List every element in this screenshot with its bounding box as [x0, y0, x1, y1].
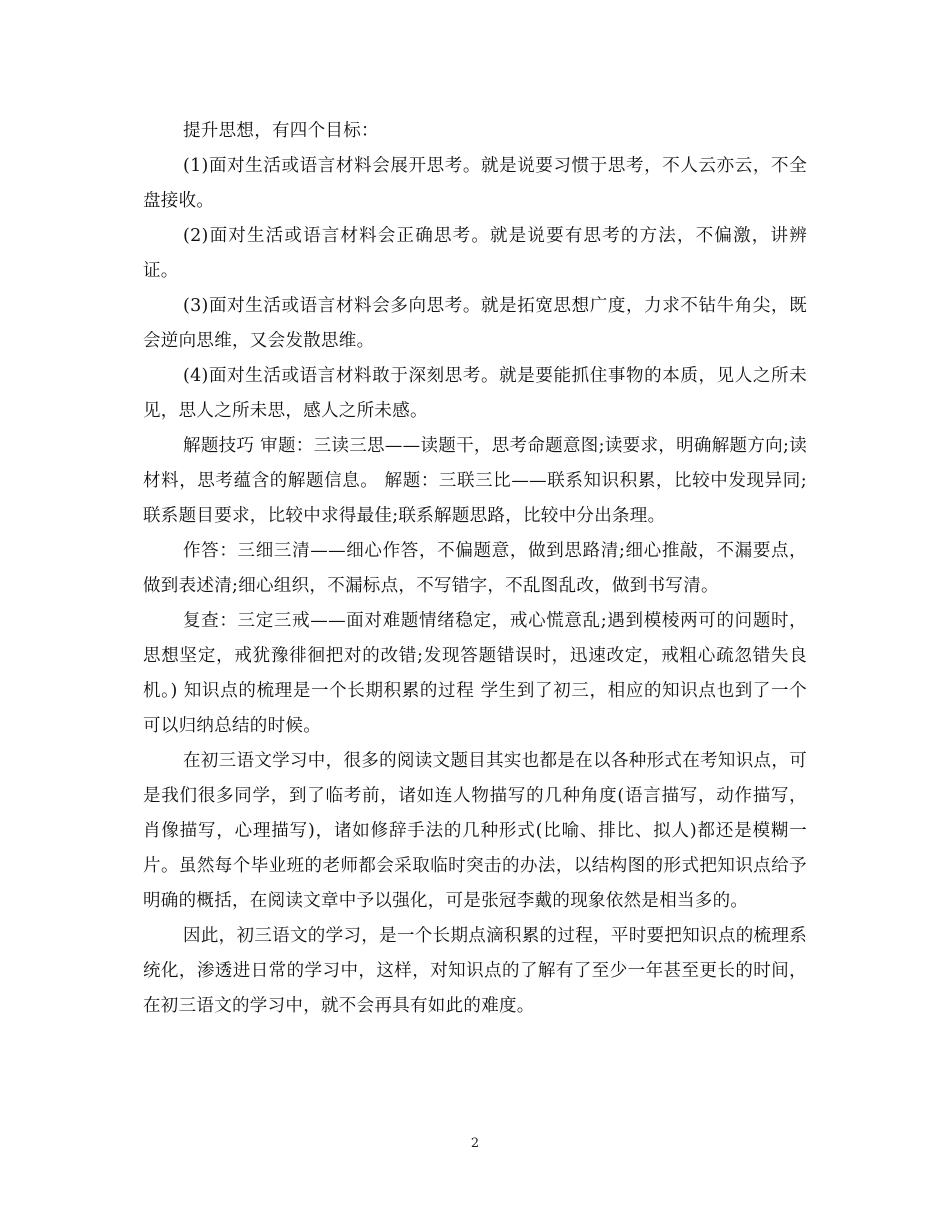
paragraph-goal-3: (3)面对生活或语言材料会多向思考。就是拓宽思想广度，力求不钻牛角尖，既会逆向思维，又会发散思维。: [143, 296, 807, 351]
paragraph-answering: 作答：三细三清——细心作答，不偏题意，做到思路清;细心推敲，不漏要点，做到表述清;细心组织，不漏标点，不写错字，不乱图乱改，做到书写清。: [143, 541, 807, 596]
paragraph-solving-tips: 解题技巧 审题：三读三思——读题干，思考命题意图;读要求，明确解题方向;读材料，思考蕴含的解题信息。 解题：三联三比——联系知识积累，比较中发现异同;联系题目要求，比较中求得最佳;联系解题思路，比较中分出条理。: [143, 436, 807, 526]
paragraph-goal-2: (2)面对生活或语言材料会正确思考。就是说要有思考的方法，不偏激，讲辨证。: [143, 226, 807, 281]
paragraph-goals-intro: 提升思想，有四个目标：: [183, 121, 379, 141]
paragraph-reading-questions: 在初三语文学习中，很多的阅读文题目其实也都是在以各种形式在考知识点，可是我们很多同学，到了临考前，诸如连人物描写的几种角度(语言描写，动作描写，肖像描写，心理描写)，诸如修辞手法的几种形式(比喻、排比、拟人)都还是模糊一片。虽然每个毕业班的老师都会采取临时突击的办法，以结构图的形式把知识点给予明确的概括，在阅读文章中予以强化，可是张冠李戴的现象依然是相当多的。: [143, 751, 807, 911]
paragraph-goal-1: (1)面对生活或语言材料会展开思考。就是说要习惯于思考，不人云亦云，不全盘接收。: [143, 156, 807, 211]
paragraph-conclusion: 因此，初三语文的学习，是一个长期点滴积累的过程，平时要把知识点的梳理系统化，渗透进日常的学习中，这样，对知识点的了解有了至少一年甚至更长的时间，在初三语文的学习中，就不会再具有如此的难度。: [143, 926, 807, 1016]
document-body: [143, 114, 807, 1024]
paragraph-review: 复查：三定三戒——面对难题情绪稳定，戒心慌意乱;遇到模棱两可的问题时，思想坚定，戒犹豫徘徊把对的改错;发现答题错误时，迅速改定，戒粗心疏忽错失良机。) 知识点的梳理是一个长期积累的过程 学生到了初三，相应的知识点也到了一个可以归纳总结的时候。: [143, 611, 807, 736]
page-number: 2: [470, 1136, 480, 1151]
paragraph-goal-4: (4)面对生活或语言材料敢于深刻思考。就是要能抓住事物的本质，见人之所未见，思人之所未思，感人之所未感。: [143, 366, 807, 421]
